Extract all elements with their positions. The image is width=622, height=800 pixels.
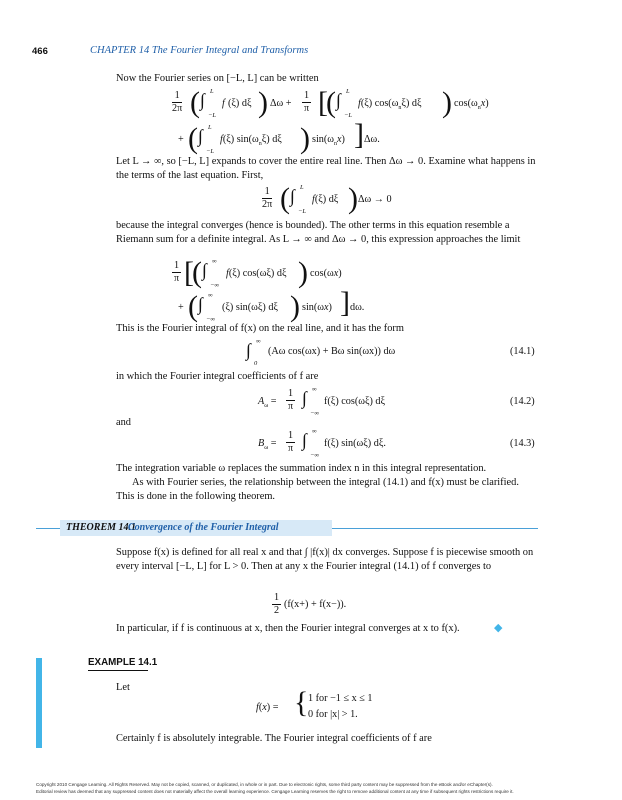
and-text: and [116,417,132,428]
variable-paragraph: The integration variable ω replaces the summation index n in this integral representation. [116,463,487,474]
equation-number-14-1: (14.1) [510,346,535,357]
fourier-series-equation: $\frac{1}{2\pi}$ ( ∫ L −L f (ξ) dξ ) Δω + $\frac{1}{\pi}$ [ ( ∫ L −L f(ξ) $\cos(\omega_n\xi)$ dξ ) $\cos(\omega_nx)$ [172,86,489,119]
theorem-rule-right [332,528,538,529]
example-paragraph: Certainly f is absolutely integrable. The Fourier integral coefficients of f are [116,733,432,744]
theorem-title: Convergence of the Fourier Integral [128,522,279,533]
equation-number-14-3: (14.3) [510,438,535,449]
equation-14-3: $B_\omega$ = $\frac{1}{\pi}$ ∫ ∞ −∞ f(ξ) sin(ωξ) dξ. [258,428,386,459]
equation-14-1: ∫ ∞ 0 (Aω cos(ωx) + Bω sin(ωx)) dω [246,338,396,367]
example-underline [88,670,148,671]
form-expression: (Aω cos(ωx) + Bω sin(ωx)) dω [268,346,396,357]
B-definition: f(ξ) sin(ωξ) dξ. [324,438,386,449]
chapter-header: CHAPTER 14 The Fourier Integral and Transforms [90,45,309,56]
coefficients-paragraph: in which the Fourier integral coefficients of f are [116,371,319,382]
convergence-equation: $\frac{1}{2}$ (f(x+) + f(x−)). [274,592,347,616]
limit-integral-equation: $\frac{1}{\pi}$ [ ( ∫ ∞ −∞ f(ξ) cos(ωξ) dξ ) cos(ωx) [173,256,342,289]
limit-term-equation: $\frac{1}{2\pi}$ ( ∫ L −L f(ξ) dξ ) Δω → 0 [262,182,392,215]
intro-paragraph: Now the Fourier series on [−L, L] can be written [116,73,319,84]
convergence-expression: (f(x+) + f(x−)). [284,599,347,610]
end-of-theorem-diamond-icon: ◆ [494,622,503,634]
clarify-paragraph: As with Fourier series, the relationship between the integral (14.1) and f(x) must be clarified. This is done in the following theorem. [116,477,519,502]
A-definition: f(ξ) cos(ωξ) dξ [324,396,386,407]
fourier-series-equation-line2: + ( ∫ L −L f(ξ) $\sin(\omega_n\xi)$ dξ ) $\sin(\omega_nx)$ ] Δω. [178,118,380,155]
example-sidebar-bar [36,658,42,748]
because-paragraph: because the integral converges (hence is bounded). The other terms in this equation resemble a Riemann sum for a definite integral. As L → ∞ and Δω → 0, this expression approaches the limit [116,220,521,245]
limit-paragraph: Let L → ∞, so [−L, L] expands to cover the entire real line. Then Δω → 0. Examine what happens in the terms of the last equation. First, [116,156,536,181]
equation-14-2: $A_\omega$ = $\frac{1}{\pi}$ ∫ ∞ −∞ f(ξ) cos(ωξ) dξ [258,386,386,417]
theorem-label: THEOREM 14.1 [66,522,137,533]
limit-integral-equation-line2: + ( ∫ ∞ −∞ (ξ) sin(ωξ) dξ ) sin(ωx) ] dω. [178,286,365,323]
example-label: EXAMPLE 14.1 [88,657,158,668]
example-let: Let [116,682,130,693]
equation-number-14-2: (14.2) [510,396,535,407]
copyright-line-2: Editorial review has deemed that any suppressed content does not materially affect the overall learning experience. Cengage Learning reserves the right to remove additional content at any time if subsequent rights restrictions require it. [36,789,514,794]
theorem-conclusion: In particular, if f is continuous at x, then the Fourier integral converges at x to f(x). [116,623,460,634]
piecewise-definition: f(x) = { 1 for −1 ≤ x ≤ 1 0 for |x| > 1. [256,686,373,720]
piece-two: 0 for |x| > 1. [308,709,358,720]
page-number: 466 [32,46,48,57]
theorem-paragraph: Suppose f(x) is defined for all real x and that ∫ |f(x)| dx converges. Suppose f is piecewise smooth on every interval [−L, L] for L > 0. Then at any x the Fourier integral (14.1) of f converges to [116,547,534,572]
theorem-rule-left [36,528,60,529]
fourier-integral-paragraph: This is the Fourier integral of f(x) on the real line, and it has the form [116,323,404,334]
piece-one: 1 for −1 ≤ x ≤ 1 [308,693,373,704]
copyright-line-1: Copyright 2010 Cengage Learning. All Rights Reserved. May not be copied, scanned, or duplicated, in whole or in part. Due to electronic rights, some third party content may be suppressed from the eBook and/or eChapter(s). [36,782,493,787]
